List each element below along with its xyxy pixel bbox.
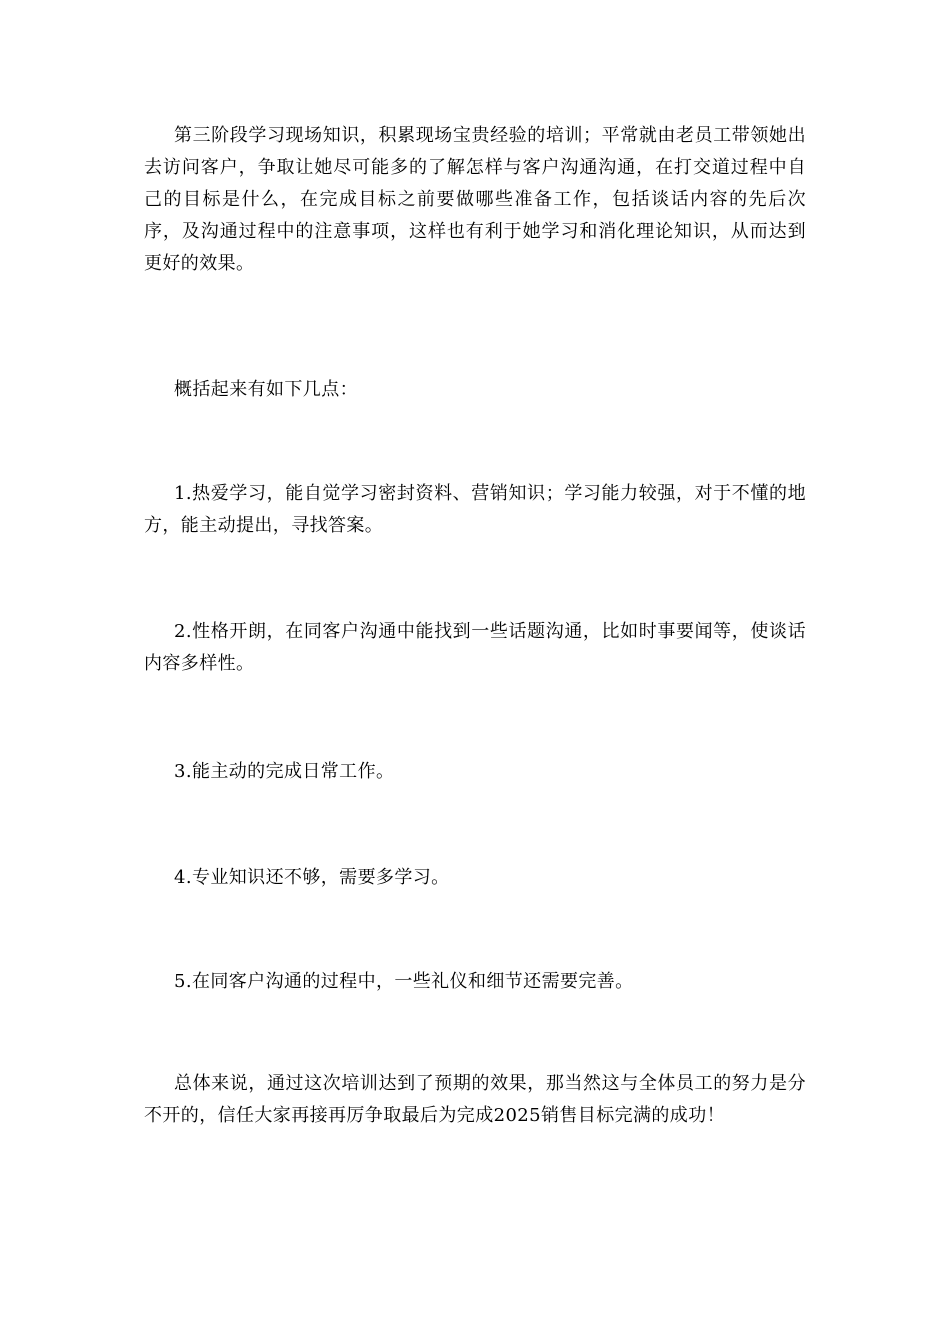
paragraph-stage-three-training: 第三阶段学习现场知识，积累现场宝贵经验的培训；平常就由老员工带领她出去访问客户，争取让她尽可能多的了解怎样与客户沟通沟通，在打交道过程中自己的目标是什么，在完成目标之前要做哪些准备工作，包括谈话内容的先后次序，及沟通过程中的注意事项，这样也有利于她学习和消化理论知识，从而达到更好的效果。 bbox=[144, 125, 806, 274]
list-item-5: 5.在同客户沟通的过程中，一些礼仪和细节还需要完善。 bbox=[174, 971, 634, 992]
list-item-4: 4.专业知识还不够，需要多学习。 bbox=[174, 867, 450, 888]
list-item-2: 2.性格开朗，在同客户沟通中能找到一些话题沟通，比如时事要闻等，使谈话内容多样性。 bbox=[144, 621, 806, 674]
paragraph-conclusion: 总体来说，通过这次培训达到了预期的效果，那当然这与全体员工的努力是分不开的，信任大家再接再厉争取最后为完成2025销售目标完满的成功！ bbox=[144, 1073, 806, 1126]
list-item-3: 3.能主动的完成日常工作。 bbox=[174, 761, 395, 782]
paragraph-summary-intro: 概括起来有如下几点： bbox=[174, 379, 358, 400]
list-item-1: 1.热爱学习，能自觉学习密封资料、营销知识；学习能力较强，对于不懂的地方，能主动提出，寻找答案。 bbox=[144, 483, 806, 536]
